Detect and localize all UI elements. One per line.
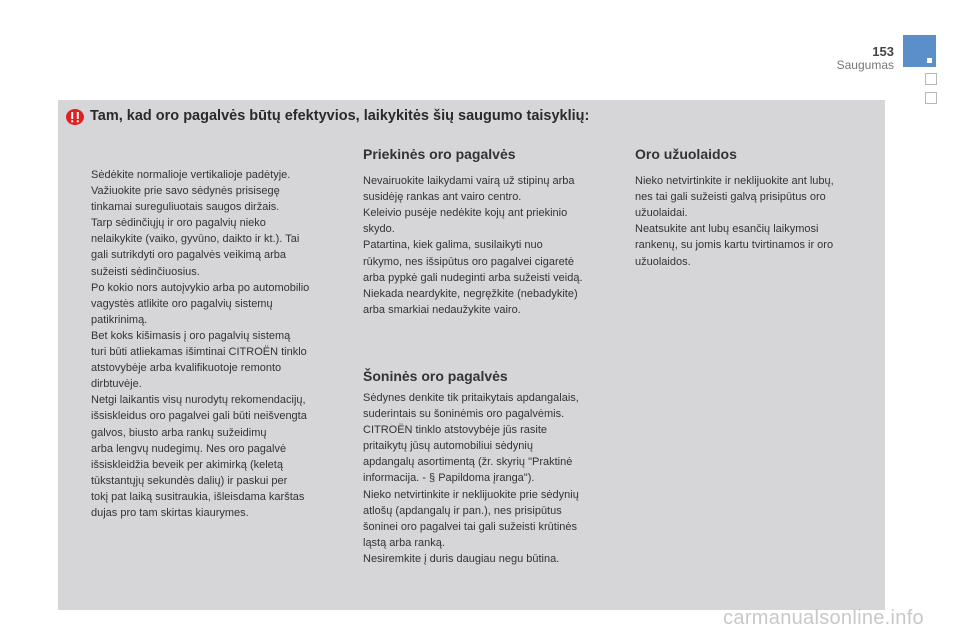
section-label: Saugumas <box>836 58 894 72</box>
text-line: tūkstantųjų sekundės dalių) ir paskui per <box>91 474 288 487</box>
text-line: gali sutrikdyti oro pagalvės veikimą arba <box>91 249 287 262</box>
side-airbags-heading: Šoninės oro pagalvės <box>363 368 508 384</box>
text-line: šoninei oro pagalvei tai gali sužeisti krūtinės <box>363 520 578 533</box>
section-tab-active[interactable] <box>903 35 936 67</box>
page-number: 153 <box>872 44 894 59</box>
text-line: patikrinimą. <box>91 313 148 326</box>
curtain-airbags-section <box>635 146 867 270</box>
front-airbags-heading: Priekinės oro pagalvės <box>363 146 516 162</box>
text-line: Tarp sėdinčiųjų ir oro pagalvių nieko <box>91 217 266 230</box>
text-line: pritaikytų jūsų automobiliui sėdynių <box>363 440 533 453</box>
text-line: Nieko netvirtinkite ir neklijuokite prie sėdynių <box>363 488 579 501</box>
text-line: nelaikykite (vaiko, gyvūno, daikto ir kt.). Tai <box>91 233 300 246</box>
text-line: užuolaidos. <box>635 255 691 268</box>
text-line: Nesiremkite į duris daugiau negu būtina. <box>363 552 560 565</box>
text-line: dirbtuvėje. <box>91 378 142 391</box>
text-line: Nieko netvirtinkite ir neklijuokite ant lubų, <box>635 175 834 188</box>
text-line: Nevairuokite laikydami vairą už stipinų arba <box>363 175 575 188</box>
text-line: informacija. - § Papildoma įranga"). <box>363 472 535 485</box>
text-line: apdangalų asortimentą (žr. skyrių "Praktinė <box>363 456 573 469</box>
text-line: atlošų (apdangalų ir pan.), nes prisipūtus <box>363 504 562 517</box>
text-line: Sėdėkite normalioje vertikalioje padėtyje. <box>91 169 291 181</box>
text-line: CITROËN tinklo atstovybėje jūs rasite <box>363 424 548 437</box>
text-line: arba pypkė gali nudeginti arba sužeisti veidą. <box>363 271 583 284</box>
text-line: Neatsukite ant lubų esančių laikymosi <box>635 223 819 236</box>
text-line: tinkamai sureguliuotais saugos diržais. <box>91 201 280 214</box>
text-line: Patartina, kiek galima, susilaikyti nuo <box>363 239 543 252</box>
panel-headline: Tam, kad oro pagalvės būtų efektyvios, laikykitės šių saugumo taisyklių: <box>90 108 590 124</box>
text-line: rūkymo, nes išsipūtus oro pagalvei cigaretė <box>363 255 574 268</box>
curtain-airbags-heading: Oro užuolaidos <box>635 146 737 162</box>
text-line: išsiskleidžia beveik per akimirką (keletą <box>91 458 283 471</box>
side-airbags-text <box>363 390 613 567</box>
text-line: Važiuokite prie savo sėdynės prisisegę <box>91 185 280 198</box>
text-line: rankenų, su jomis kartu tvirtinamos ir oro <box>635 239 834 252</box>
text-line: turi būti atliekamas išimtinai CITROËN tinklo <box>91 346 307 359</box>
text-line: Sėdynes denkite tik pritaikytais apdangalais, <box>363 392 579 404</box>
text-line: Bet koks kišimasis į oro pagalvių sistemą <box>91 329 291 342</box>
text-line: suderintais su šoninėmis oro pagalvėmis. <box>363 408 565 421</box>
text-line: tokį pat laiką susitraukia, išleisdama karštas <box>91 490 305 503</box>
general-rules-text <box>91 167 346 521</box>
text-line: Niekada neardykite, negręžkite (nebadykite) <box>363 287 578 300</box>
section-tab[interactable] <box>925 73 937 85</box>
text-line: arba smarkiai nedaužykite vairo. <box>363 303 521 316</box>
section-tab[interactable] <box>925 92 937 104</box>
text-line: atstovybėje arba kvalifikuotoje remonto <box>91 362 282 375</box>
text-line: užuolaidai. <box>635 207 688 220</box>
tab-marker-icon <box>927 58 932 63</box>
text-line: Keleivio pusėje nedėkite kojų ant priekinio <box>363 207 568 220</box>
text-line: Netgi laikantis visų nurodytų rekomendacijų, <box>91 394 306 407</box>
text-line: išsiskleidus oro pagalvei gali būti neišvengta <box>91 410 307 423</box>
text-line: dujas pro tam skirtas kiaurymes. <box>91 506 249 519</box>
watermark: carmanualsonline.info <box>723 607 924 629</box>
text-line: susidėję rankas ant vairo centro. <box>363 191 522 204</box>
text-line: galvos, biusto arba rankų sužeidimų <box>91 426 267 439</box>
text-line: vagystės atlikite oro pagalvių sistemų <box>91 297 273 310</box>
text-line: Po kokio nors autoįvykio arba po automobilio <box>91 281 310 294</box>
warning-icon <box>66 109 84 125</box>
text-line: nes tai gali sužeisti galvą prisipūtus oro <box>635 191 826 204</box>
text-line: arba lengvų nudegimų. Nes oro pagalvė <box>91 442 287 455</box>
text-line: sužeisti sėdinčiuosius. <box>91 265 200 278</box>
text-line: ląstą arba ranką. <box>363 536 445 549</box>
front-airbags-section <box>363 146 613 318</box>
text-line: skydo. <box>363 223 395 236</box>
